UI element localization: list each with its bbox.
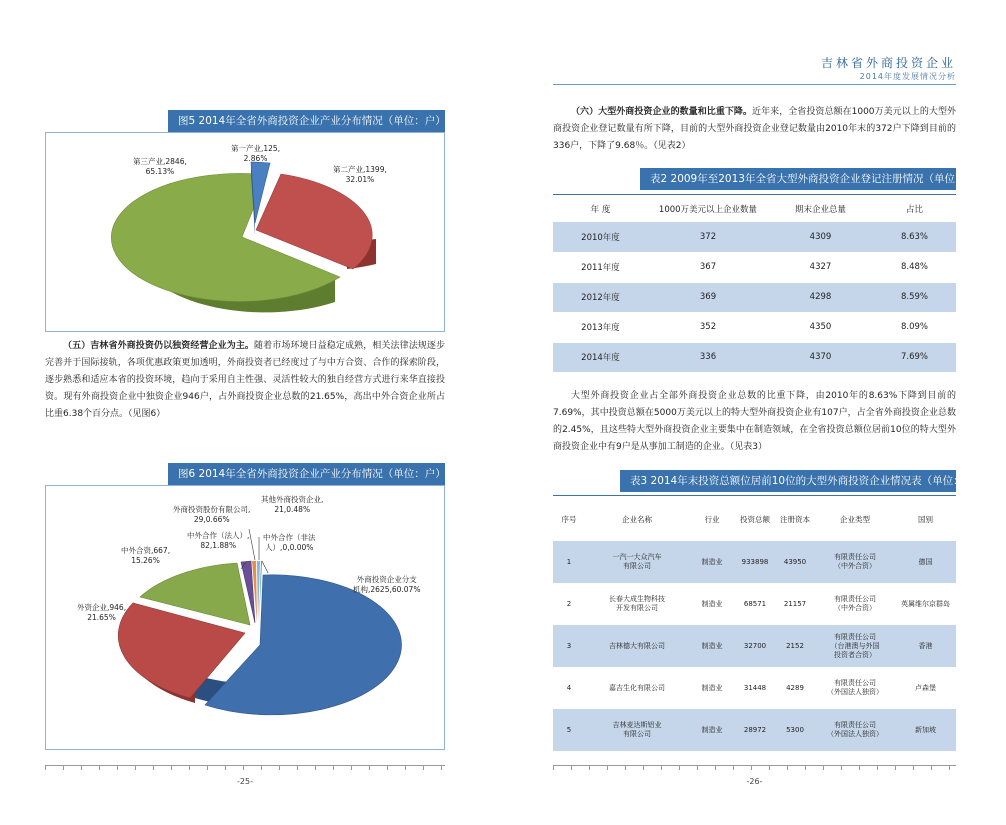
header-title: 吉林省外商投资企业 — [820, 56, 956, 70]
table-row — [553, 342, 956, 372]
table-3-cell: 制造业 — [689, 541, 735, 583]
pie5-label-tertiary: 第三产业,2846, 65.13% — [133, 157, 187, 176]
header-subtitle: 2014年度发展情况分析 — [859, 72, 956, 81]
table-3-cell: 香港 — [895, 625, 956, 667]
table-3-cell: 嘉吉生化有限公司 — [609, 683, 665, 692]
table-2-cell: 2010年度 — [553, 222, 648, 252]
page-number-right: -26- — [746, 777, 763, 786]
table-3-cell: 新加坡 — [895, 709, 956, 751]
table-2-cell: 369 — [648, 282, 768, 312]
table-3-cell: 有限责任公司 （外国法人独资） — [815, 709, 895, 751]
table-3-cell: 28972 — [735, 709, 775, 751]
table-3-cell: 4289 — [786, 683, 804, 692]
footer-ruler-left — [45, 765, 445, 770]
table-2-cell: 4327 — [768, 252, 873, 282]
section-5-body: 随着市场环境日益稳定成熟，相关法律法规逐步完善并于国际接轨，各项优惠政策更加透明，外商投资者已经度过了与中方合资、合作的探索阶段，逐步熟悉和适应本省的投资环境，趋向于采用自主性强、灵活性较大的独自经营方式进行来华直接投资。现有外商投资企业中独资企业946户，占外商投资企业总数的21.65%，高出中外合资企业所占比重6.38个百分点。（见图6） — [45, 341, 445, 419]
table-3-header-row — [553, 497, 956, 541]
section-5-paragraph — [45, 338, 445, 423]
table-row — [553, 222, 956, 252]
table-3-cell: 2 — [566, 599, 572, 608]
table-2-cell: 336 — [648, 342, 768, 372]
table-row — [553, 709, 956, 751]
table-2-cell: 352 — [648, 312, 768, 342]
table-3-cell: 制造业 — [689, 709, 735, 751]
table-3-cell: 933898 — [735, 541, 775, 583]
table-3-caption: 表3 2014年末投资总额位居前10位的大型外商投资企业情况表（单位：万美元） — [620, 470, 956, 492]
table-2-cell: 2011年度 — [553, 252, 648, 282]
pie6-label-coop-legal: 中外合作（法人）, 82,1.88% — [187, 531, 250, 550]
figure-5 — [45, 110, 445, 332]
table-row — [553, 282, 956, 312]
table-3 — [553, 497, 956, 751]
pie6-label-branch: 外商投资企业分支 机构,2625,60.07% — [353, 575, 421, 594]
table-3-header: 注册资本 — [780, 514, 810, 524]
figure-6-caption: 图6 2014年全省外商投资企业产业分布情况（单位：户） — [168, 463, 445, 485]
table-3-cell: 制造业 — [701, 599, 723, 608]
figure-5-caption: 图5 2014年全省外商投资企业产业分布情况（单位：户） — [168, 110, 445, 132]
pie6-label-share: 外商投资股份有限公司, 29,0.66% — [173, 505, 251, 524]
table-2-cell: 2014年度 — [553, 342, 648, 372]
table-3-cell: 吉林德大有限公司 — [585, 625, 689, 667]
table-2-header: 1000万美元以上企业数量 — [658, 205, 758, 215]
table-3-header: 企业名称 — [622, 514, 652, 524]
header-rule — [553, 84, 956, 85]
table-row — [553, 583, 956, 625]
pie6-label-jv: 中外合资,667, 15.26% — [121, 546, 171, 565]
table-3-cell: 有限责任公司 （外国法人独资） — [827, 679, 883, 696]
table-3-cell: 有限责任公司 （台港澳与外国 投资者合资） — [815, 625, 895, 667]
table-2-cell: 8.48% — [873, 252, 956, 282]
table-2-header: 期末企业总量 — [794, 205, 846, 215]
table-row — [553, 625, 956, 667]
table-3-cell: 制造业 — [701, 683, 723, 692]
table-3-cell: 2152 — [775, 625, 815, 667]
table-3-header: 国别 — [918, 514, 933, 524]
figure-6 — [45, 463, 445, 750]
table-3-header: 序号 — [561, 514, 577, 524]
table-2-cell: 8.59% — [873, 282, 956, 312]
table-2-cell: 4298 — [768, 282, 873, 312]
table-3-cell: 21157 — [783, 599, 807, 608]
footer-ruler-right — [553, 765, 956, 770]
table-2-cell: 2013年度 — [553, 312, 648, 342]
table-2-cell: 2012年度 — [553, 282, 648, 312]
table-3-cell: 一汽一大众汽车 有限公司 — [585, 541, 689, 583]
table-row — [553, 541, 956, 583]
table-2-cell: 367 — [648, 252, 768, 282]
table-3-cell: 吉林麦达斯铝业 有限公司 — [585, 709, 689, 751]
table-row — [553, 312, 956, 342]
table-3-header: 投资总额 — [740, 514, 770, 524]
table-2-header-row — [553, 196, 956, 222]
table-3-cell: 43950 — [775, 541, 815, 583]
table-3-cell: 31448 — [743, 683, 767, 692]
table-2-caption: 表2 2009年至2013年全省大型外商投资企业登记注册情况（单位：户数） — [640, 168, 956, 190]
table-3-header: 行业 — [704, 514, 720, 524]
table-3-cell: 英属维尔京群岛 — [901, 599, 950, 608]
table-2-cell: 4350 — [768, 312, 873, 342]
section-6-heading: （六）大型外商投资企业的数量和比重下降。 — [571, 107, 753, 117]
large-enterprise-paragraph: 大型外商投资企业占全部外商投资企业总数的比重下降，由2010年的8.63%下降到目前的7.69%，其中投资总额在5000万美元以上的特大型外商投资企业有107户，占全省外商投资企业总数的2.45%，且这些特大型外商投资企业主要集中在制造领域，在全省投资总额位居前10位的特大型外商投资企业中有9户是从事加工制造的企业。（见表3） — [553, 391, 956, 452]
table-2-header: 年 度 — [590, 205, 611, 215]
table-3-cell: 3 — [553, 625, 585, 667]
pie5-label-secondary: 第二产业,1399, 32.01% — [333, 165, 387, 184]
table-3-cell: 制造业 — [689, 625, 735, 667]
section-5-heading: （五）吉林省外商投资仍以独资经营企业为主。 — [63, 341, 255, 351]
pie5-label-primary: 第一产业,125, 2.86% — [231, 144, 281, 163]
section-6-body: 近年来，全省投资总额在1000万美元以上的大型外商投资企业登记数量有所下降，目前的大型外商投资企业登记数量由2010年末的372户下降到目前的336户，下降了9.68％。（见表2） — [553, 107, 956, 151]
table-2-cell: 8.63% — [873, 222, 956, 252]
table-3-cell: 卢森堡 — [915, 683, 936, 692]
table-3-cell: 32700 — [735, 625, 775, 667]
table-2-top-rule — [553, 194, 956, 195]
table-2-cell: 4309 — [768, 222, 873, 252]
table-3-top-rule — [553, 495, 956, 496]
table-3-cell: 长春大成生物科技 开发有限公司 — [609, 595, 665, 612]
table-3-cell: 1 — [553, 541, 585, 583]
table-3-cell: 5300 — [775, 709, 815, 751]
pie6-label-other: 其他外商投资企业, 21,0.48% — [261, 495, 324, 514]
table-row — [553, 252, 956, 282]
pie6-label-coop-nonlegal: 中外合作（非法 人）,0,0.00% — [263, 533, 316, 552]
page-number-left: -25- — [237, 777, 253, 786]
pie6-slice-other — [257, 561, 260, 623]
table-2-header: 占比 — [905, 205, 923, 215]
table-2 — [553, 196, 956, 373]
table-3-header: 企业类型 — [840, 514, 870, 524]
table-3-cell: 4 — [566, 683, 572, 692]
table-row — [553, 667, 956, 709]
table-2-cell: 8.09% — [873, 312, 956, 342]
pie6-label-foreign: 外资企业,946, 21.65% — [77, 603, 127, 622]
section-6-paragraph — [553, 104, 956, 155]
table-3-cell: 有限责任公司 （中外合资） — [834, 595, 876, 612]
table-3-cell: 有限责任公司 （中外合资） — [815, 541, 895, 583]
table-2-cell: 4370 — [768, 342, 873, 372]
table-2-cell: 372 — [648, 222, 768, 252]
table-3-cell: 德国 — [895, 541, 956, 583]
table-3-cell: 68571 — [743, 599, 767, 608]
table-2-cell: 7.69% — [873, 342, 956, 372]
table-3-cell: 5 — [553, 709, 585, 751]
